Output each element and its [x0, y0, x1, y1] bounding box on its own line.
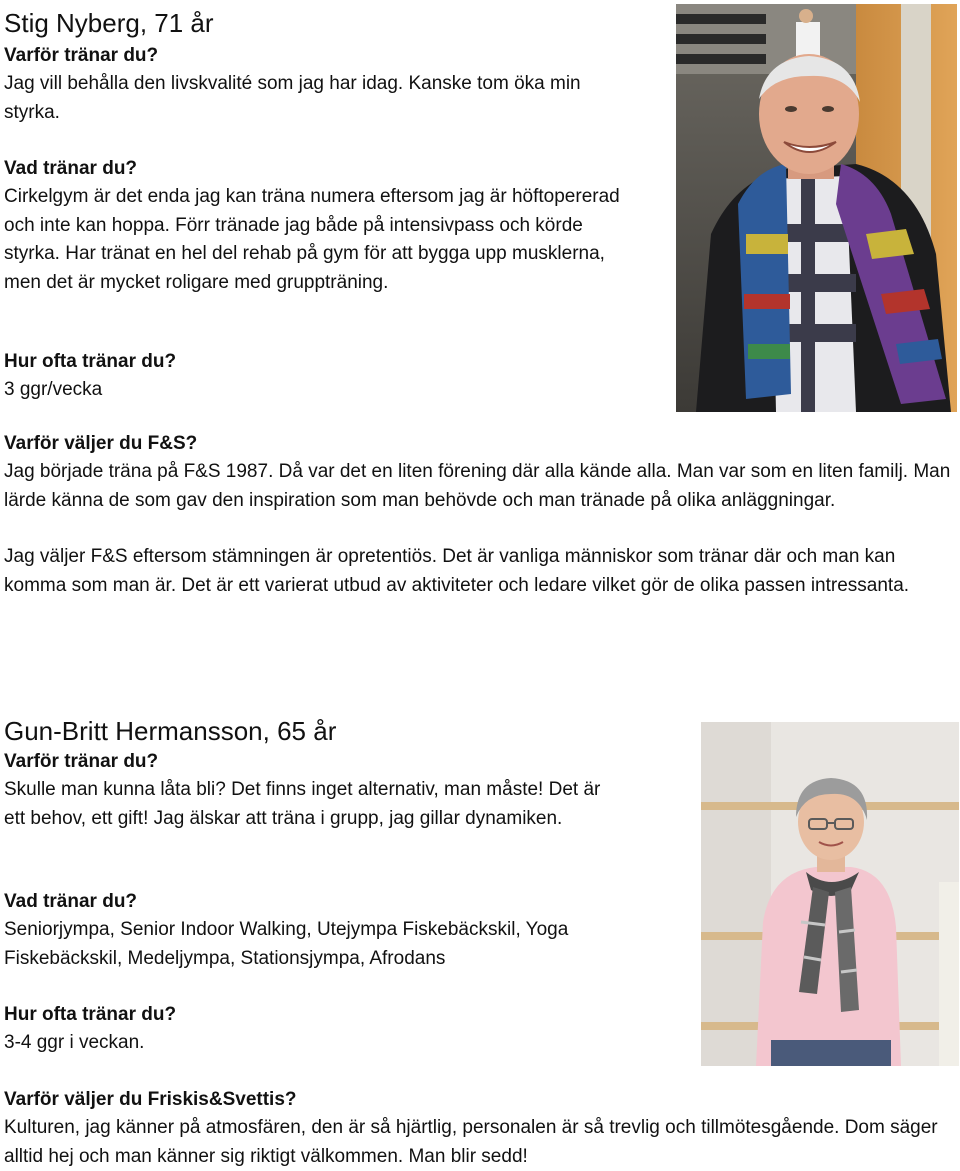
question-what-train: Vad tränar du? [4, 891, 138, 912]
answer-why-train: Jag vill behålla den livskvalité som jag har idag. Kanske tom öka min styrka. [4, 73, 581, 123]
question-why-train: Varför tränar du? [4, 45, 159, 66]
photo-stig-nyberg [676, 4, 957, 412]
answer-why-choose: Kulturen, jag känner på atmosfären, den är så hjärtlig, personalen är så trevlig och tillmötesgående. Dom säger alltid hej och man känner sig riktigt välkommen. Man blir sedd! [4, 1117, 938, 1167]
question-what-train: Vad tränar du? [4, 158, 138, 179]
question-why-choose: Varför väljer du F&S? [4, 433, 198, 454]
answer-why-choose: Jag började träna på F&S 1987. Då var det en liten förening där alla kände alla. Man var som en liten familj. Man lärde känna de som gav den inspiration som man behövde och man tränade på olika anläggningar. [4, 461, 951, 511]
answer-why-choose-continued: Jag väljer F&S eftersom stämningen är opretentiös. Det är vanliga människor som tränar där och man kan komma som man är. Det är ett varierat utbud av aktiviteter och ledare vilket gör de olika passen intressanta. [4, 546, 910, 596]
answer-what-train: Cirkelgym är det enda jag kan träna numera eftersom jag är höftopererad och inte kan hoppa. Förr tränade jag både på intensivpass och körde styrka. Har tränat en hel del rehab på gym för att bygga upp musklerna, men det är mycket roligare med gruppträning. [4, 186, 620, 293]
profile-name: Gun-Britt Hermansson, 65 år [4, 716, 337, 746]
answer-how-often: 3-4 ggr i veckan. [4, 1032, 145, 1053]
answer-how-often: 3 ggr/vecka [4, 379, 103, 400]
answer-what-train: Seniorjympa, Senior Indoor Walking, Utejympa Fiskebäckskil, Yoga Fiskebäckskil, Medeljympa, Stationsjympa, Afrodans [4, 919, 569, 969]
photo-gun-britt-hermansson [701, 722, 959, 1066]
answer-why-train: Skulle man kunna låta bli? Det finns inget alternativ, man måste! Det är ett behov, ett gift! Jag älskar att träna i grupp, jag gillar dynamiken. [4, 779, 601, 829]
question-why-choose: Varför väljer du Friskis&Svettis? [4, 1089, 297, 1110]
question-how-often: Hur ofta tränar du? [4, 351, 177, 372]
profile-name: Stig Nyberg, 71 år [4, 8, 214, 38]
question-why-train: Varför tränar du? [4, 751, 159, 772]
question-how-often: Hur ofta tränar du? [4, 1004, 177, 1025]
